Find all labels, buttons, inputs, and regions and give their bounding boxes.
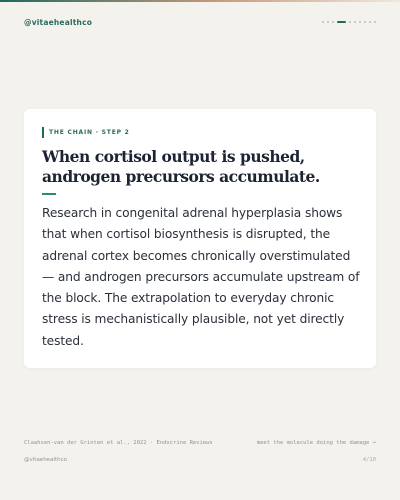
progress-dot (349, 21, 351, 23)
card-body: Research in congenital adrenal hyperplasia shows that when cortisol biosynthesis is disrupted, the adrenal cortex becomes chronically overstimulated — and androgen precursors accumulate upstream of the block. The extrapolation to everyday chronic stress is mechanistically plausible, not yet directly tested. (42, 206, 360, 348)
progress-dots (322, 21, 376, 23)
card-headline: When cortisol output is pushed, androgen precursors accumulate. (42, 147, 320, 186)
step-eyebrow: THE CHAIN · STEP 2 (42, 127, 130, 138)
next-slide-cta[interactable]: meet the molecule doing the damage → (256, 440, 376, 446)
page-number: 4/10 (362, 457, 376, 463)
top-gradient-bar (0, 0, 400, 2)
progress-dot (332, 21, 334, 23)
accent-rule (42, 193, 56, 195)
progress-dot (354, 21, 356, 23)
progress-dot (364, 21, 366, 23)
progress-dot (327, 21, 329, 23)
progress-dot (369, 21, 371, 23)
source-citation: Claahsen-van der Grinten et al., 2022 · Endocrine Reviews (24, 440, 213, 446)
footer-handle: @vitaehealthco (24, 457, 67, 463)
brand-handle: @vitaehealthco (24, 18, 93, 27)
progress-dot (322, 21, 324, 23)
progress-dot (374, 21, 376, 23)
content-card (24, 109, 376, 368)
progress-dot (359, 21, 361, 23)
progress-dot-active (337, 21, 346, 23)
